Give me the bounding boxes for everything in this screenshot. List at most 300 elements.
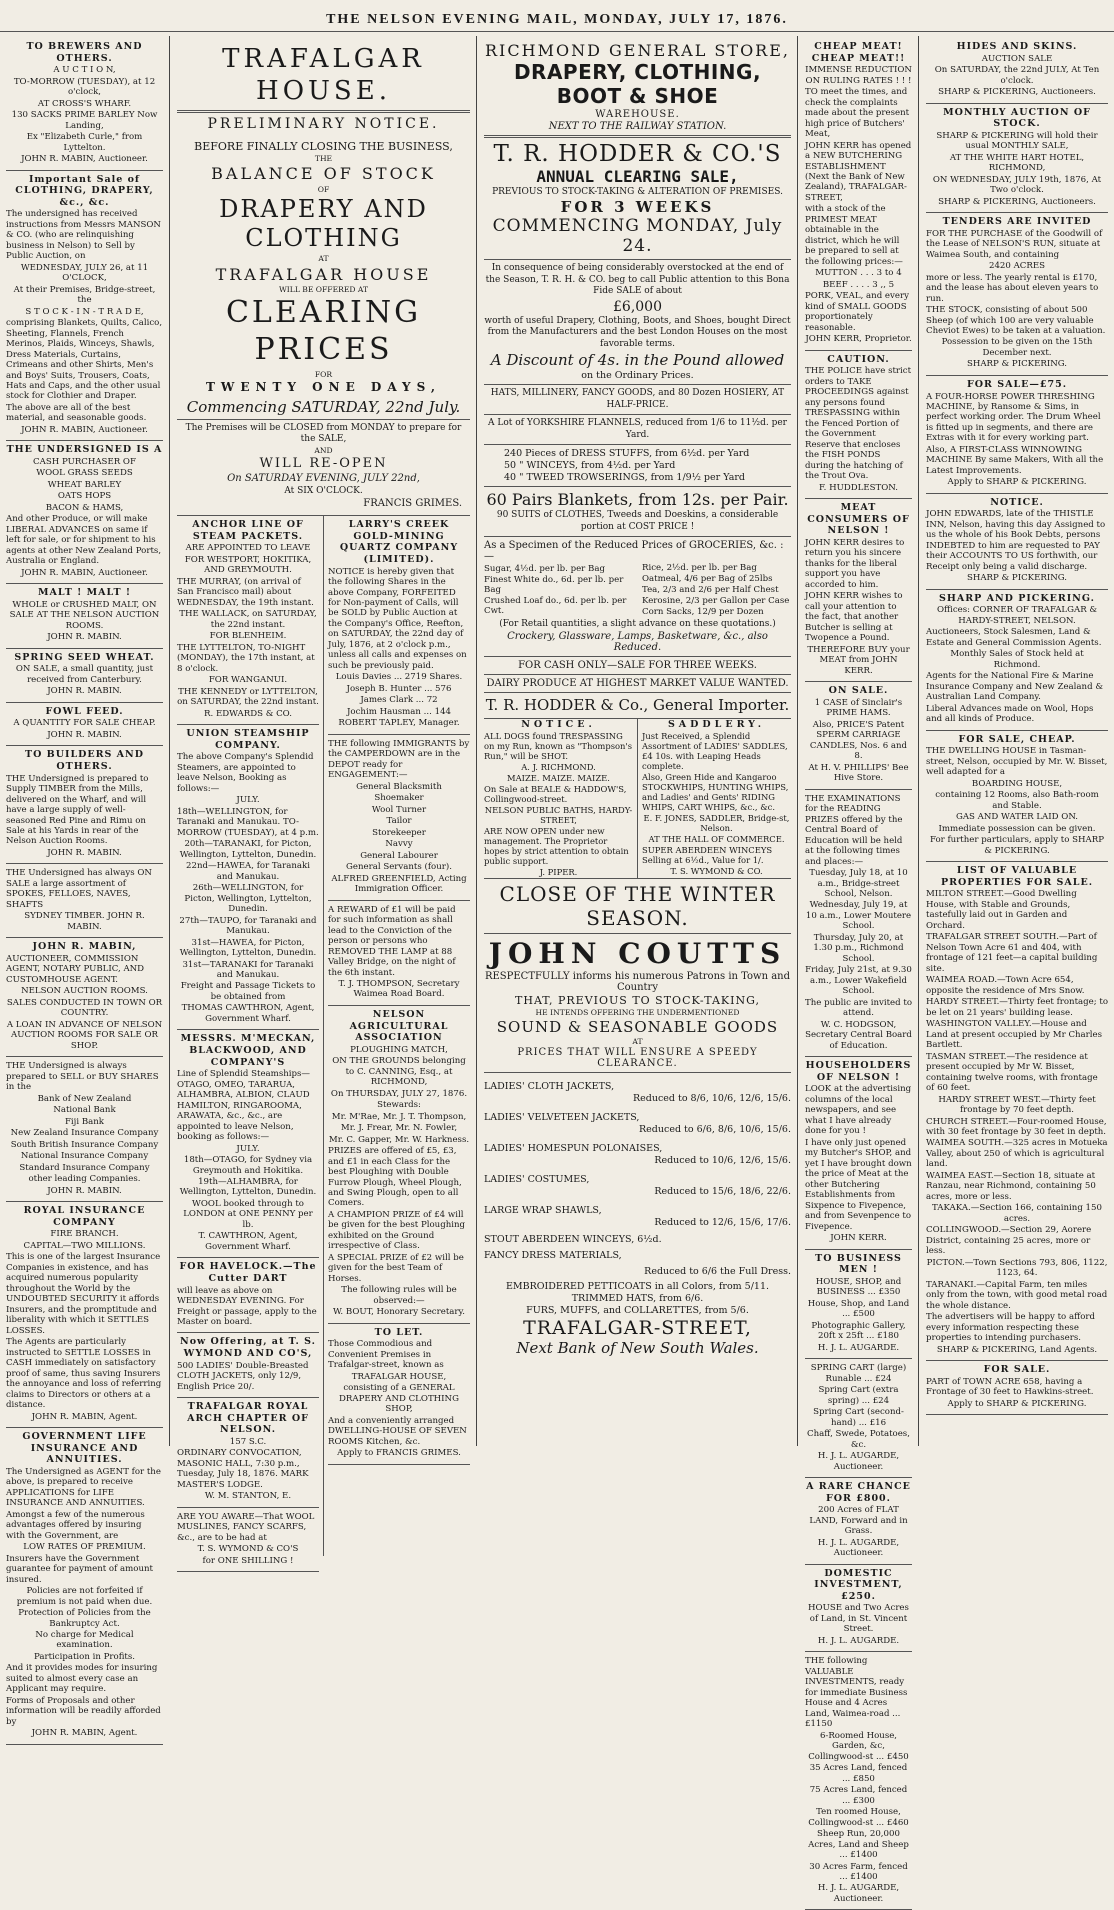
ad-line: IMMENSE REDUCTION ON RULING RATES ! ! ! <box>805 65 912 86</box>
ad-line: FOR THE PURCHASE of the Goodwill of the Lease of NELSON'S RUN, situate at Waimea South, and containing <box>926 228 1103 260</box>
ad-line: Auctioneers, Stock Salesmen, Land & Estate and General Commission Agents. <box>926 627 1102 648</box>
advertisement <box>926 376 1108 494</box>
trafalgar-house-line: TRAFALGAR HOUSE <box>215 264 432 284</box>
ad-line: F. HUDDLESTON. <box>819 482 898 493</box>
ad-line: Mr. C. Gapper, Mr. W. Harkness. <box>328 1134 470 1145</box>
for-label: FOR <box>314 369 333 379</box>
advertisement <box>6 1428 163 1745</box>
ad-line: The Agents are particularly instructed to SETTLE LOSSES in CASH immediately on satisfactory proof of same, thus saving Insurers the annoyance and loss of referring claims to Directors or others at a distance. <box>6 1337 162 1411</box>
ad-line: H. J. L. AUGARDE, Auctioneer. <box>817 1451 900 1472</box>
ad-line: Sheep Run, 20,000 Acres, Land and Sheep ... £1400 <box>808 1829 909 1861</box>
ad-line: THE KENNEDY or LYTTELTON, on SATURDAY, the 22nd instant. <box>177 686 319 708</box>
ad-line: MILTON STREET.—Good Dwelling House, with Stable and Grounds, tastefully laid out in Garden and Orchard. <box>926 889 1077 931</box>
ad-line: TRAFALGAR HOUSE, <box>351 1371 447 1382</box>
ad-heading: CHEAP MEAT! CHEAP MEAT!! <box>811 41 906 64</box>
ad-line: Protection of Policies from the Bankruptcy Act. <box>18 1608 151 1629</box>
ad-heading: TRAFALGAR ROYAL ARCH CHAPTER OF NELSON. <box>187 1401 309 1436</box>
ad-line: JOHN R. MABIN, Auctioneer. <box>21 424 148 435</box>
ad-heading: TO BUSINESS MEN ! <box>815 1252 902 1276</box>
ad-line: Apply to SHARP & PICKERING. <box>947 477 1087 488</box>
ad-line: CAPITAL—TWO MILLIONS. <box>23 1240 146 1251</box>
ad-line: T. CAWTHRON, Agent, Government Wharf. <box>198 1231 298 1252</box>
clearing-prices: CLEARING PRICES <box>225 295 422 368</box>
advertisement <box>328 1324 470 1465</box>
ad-line: And it provides modes for insuring suited to almost every case an Applicant may require. <box>6 1663 158 1695</box>
ad-line: THEREFORE BUY your MEAT from JOHN KERR. <box>807 644 910 676</box>
ad-line: National Bank <box>53 1105 116 1116</box>
ad-line: NELSON AUCTION ROOMS. <box>21 986 148 997</box>
balance-of-stock: BALANCE OF STOCK <box>211 164 436 184</box>
ad-line: Apply to SHARP & PICKERING. <box>947 1398 1087 1409</box>
ad-heading: FOR SALE—£75. <box>966 378 1067 390</box>
ad-line: H. J. L. AUGARDE, Auctioneer. <box>817 1537 900 1559</box>
ad-line: HARDY STREET WEST.—Thirty feet frontage by 70 feet depth. <box>938 1094 1096 1116</box>
ad-heading: LIST OF VALUABLE PROPERTIES FOR SALE. <box>940 865 1094 888</box>
ad-line: New Zealand Insurance Company <box>10 1128 159 1139</box>
ad-line: with a stock of the PRIMEST MEAT obtainable in the district, which he will be prepared to sell at the following prices:— <box>805 204 903 267</box>
ad-line: 26th—WELLINGTON, for Picton, Wellington, Lyttelton, Dunedin. <box>184 883 312 915</box>
sale-amount: £6,000 <box>613 298 662 315</box>
ad-line: HOUSE, SHOP, and BUSINESS ... £350 <box>815 1276 902 1298</box>
ad-line: Participation in Profits. <box>33 1651 136 1662</box>
ad-heading: A RARE CHANCE FOR £800. <box>806 1481 911 1504</box>
ad-line: SHARP & PICKERING, Auctioneers. <box>938 196 1096 207</box>
ad-heading: UNION STEAMSHIP COMPANY. <box>186 728 310 751</box>
ad-line: SHARP & PICKERING. <box>966 573 1068 584</box>
ad-line: WOOL booked through to LONDON at ONE PENNY per lb. <box>183 1198 313 1230</box>
coutts-items <box>484 1081 791 1228</box>
coutts-item-price: Reduced to 10/6, 12/6, 15/6. <box>654 1155 791 1167</box>
ad-line: ARE YOU AWARE—That WOOL MUSLINES, FANCY SCARFS, &c., are to be had at <box>177 1511 315 1543</box>
ad-heading: NELSON AGRICULTURAL ASSOCIATION <box>349 1008 449 1044</box>
advertisement <box>6 938 163 1057</box>
advertisement <box>177 1258 319 1333</box>
advertisement <box>177 725 319 1030</box>
notice-block <box>484 719 638 878</box>
ad-line: HOUSE and Two Acres of Land, in St. Vincent Street. <box>808 1603 909 1635</box>
at-line: AT <box>632 1037 643 1047</box>
ad-heading: TO BREWERS AND OTHERS. <box>26 41 143 64</box>
next-bank: Next Bank of New South Wales. <box>516 1339 759 1358</box>
ad-line: will leave as above on WEDNESDAY EVENING. For Freight or passage, apply to the Master on board. <box>177 1285 317 1327</box>
piece-line: 50 " WINCEYS, from 4½d. per Yard <box>504 460 676 472</box>
advertisement <box>926 494 1108 590</box>
ad-line: TRAFALGAR STREET SOUTH.—Part of Nelson Town Acre 61 and 404, with frontage of 121 feet—a capital building site. <box>926 932 1098 974</box>
ad-line: JOHN KERR desires to return you his sincere thanks for the liberal support you have accorded to him. <box>805 537 905 590</box>
advertisement <box>6 38 163 171</box>
column-2-left <box>177 516 324 1566</box>
ad-line: WASHINGTON VALLEY.—House and Land at present occupied by Mr Charles Bartlett. <box>926 1019 1103 1051</box>
advertisement <box>6 703 163 747</box>
ad-line: Also, Green Hide and Kangaroo STOCKWHIPS, HUNTING WHIPS, and Ladies' and Gents' RIDING WHIPS, CART WHIPS, &c., &c. <box>642 772 789 813</box>
advertisement <box>6 649 163 703</box>
advertisement <box>805 1565 912 1653</box>
ad-line: CASH PURCHASER OF <box>33 457 136 467</box>
intends-line: HE INTENDS OFFERING THE UNDERMENTIONED <box>535 1008 740 1018</box>
twenty-one-days: TWENTY ONE DAYS, <box>205 379 442 394</box>
column-2-right <box>324 516 470 1556</box>
ad-line: PLOUGHING MATCH, <box>350 1044 448 1055</box>
ad-heading: Now Offering, at T. S. WYMOND AND CO'S, <box>180 1336 316 1360</box>
ad-line: NELSON PUBLIC BATHS, HARDY-STREET, <box>484 805 633 826</box>
ad-line: JULY. <box>236 795 260 806</box>
ad-line: A U C T I O N, <box>53 65 116 76</box>
column-5 <box>920 36 1114 1446</box>
ad-line: JOHN KERR has opened a NEW BUTCHERING ESTABLISHMENT (Next the Bank of New Zealand), TRAFALGAR-STREET, <box>805 140 912 203</box>
ad-line: JOHN KERR. <box>830 1233 887 1244</box>
ad-line: FOR BLENHEIM. <box>209 631 287 642</box>
ad-line: Tailor <box>386 816 412 827</box>
ad-line: 6-Roomed House, Garden, &c, Collingwood-st ... £450 <box>808 1730 909 1762</box>
ad-line: HARDY STREET.—Thirty feet frontage; to be let on 21 years' building lease. <box>926 997 1109 1018</box>
ad-line: Navvy <box>385 839 413 850</box>
ad-line: THE STOCK, consisting of about 500 Sheep (of which 100 are very valuable Cheviot Ewes) to be taken at a valuation. <box>926 305 1106 336</box>
respectfully-line: RESPECTFULLY informs his numerous Patrons in Town and Country <box>484 971 791 994</box>
ad-heading: CAUTION. <box>827 353 890 365</box>
ad-line: And other Produce, or will make LIBERAL ADVANCES on same if left for sale, or for shipment to his agents at other New Zealand Ports, Australia or England. <box>6 514 162 567</box>
ad-line: A QUANTITY FOR SALE CHEAP. <box>13 718 156 729</box>
that-previous: THAT, PREVIOUS TO STOCK-TAKING, <box>515 994 760 1008</box>
ad-line: 35 Acres Land, fenced ... £850 <box>809 1763 908 1784</box>
ad-heading: SHARP AND PICKERING. <box>939 592 1095 604</box>
ad-line: ALL DOGS found TRESPASSING on my Run, known as "Thompson's Run," will be SHOT. <box>484 731 633 762</box>
ad-line: Storekeeper <box>372 827 426 838</box>
ad-line: ON WEDNESDAY, JULY 19th, 1876, At Two o'clock. <box>932 174 1102 196</box>
ad-line: Forms of Proposals and other information will be readily afforded by <box>6 1695 161 1727</box>
stout-line: STOUT ABERDEEN WINCEYS, 6½d. <box>484 1234 662 1246</box>
ad-line: S T O C K - I N - T R A D E, <box>25 306 144 317</box>
masthead: THE NELSON EVENING MAIL, MONDAY, JULY 17, 1876. <box>0 0 1114 32</box>
advertisement <box>328 1006 470 1324</box>
ad-line: A CHAMPION PRIZE of £4 will be given for the best Ploughing exhibited on the Ground irrespective of Class. <box>328 1209 466 1252</box>
advertisement <box>805 1478 912 1565</box>
dairy-line: DAIRY PRODUCE AT HIGHEST MARKET VALUE WANTED. <box>486 678 789 690</box>
ad-line: JOHN KERR wishes to call your attention to the fact, that another Butcher is selling at Twopence a Pound. <box>805 591 903 644</box>
ad-line: Freight and Passage Tickets to be obtained from <box>180 981 316 1002</box>
ad-line: Friday, July 21st, at 9.30 a.m., Lower Wakefield School. <box>805 965 912 997</box>
ad-line: THE LYTTELTON, TO-NIGHT (MONDAY), the 17th instant, at 8 o'clock. <box>177 642 315 674</box>
ad-line: House, Shop, and Land ... £500 <box>807 1298 910 1320</box>
ad-line: The above are all of the best material, and seasonable goods. <box>6 402 147 424</box>
ad-line: WAIMEA ROAD.—Town Acre 654, opposite the residence of Mrs Snow. <box>926 975 1085 996</box>
ad-heading: FOR HAVELOCK.—The Cutter DART <box>179 1261 317 1284</box>
ad-line: JOHN EDWARDS, late of the THISTLE INN, Nelson, having this day Assigned to us the whole of his Book Debts, persons INDEBTED to him are requested to PAY their ACCOUNTS TO US forthwith, our Receipt only being a valid discharge. <box>926 509 1106 572</box>
ad-line: ORDINARY CONVOCATION, MASONIC HALL, 7:30 p.m., Tuesday, July 18, 1876. MARK MASTER'S LODGE. <box>177 1448 309 1490</box>
ad-heading: MALT ! MALT ! <box>38 587 131 599</box>
ad-line: No charge for Medical examination. <box>35 1629 134 1651</box>
drapery-boot-shoe: DRAPERY, CLOTHING, BOOT & SHOE <box>513 60 762 108</box>
advertisement <box>805 38 912 351</box>
advertisement <box>6 864 163 938</box>
ad-line: Shoemaker <box>374 793 424 804</box>
ad-line: National Insurance Company <box>20 1151 149 1162</box>
ad-line: Possession to be given on the 15th December next. <box>941 337 1093 358</box>
ad-line: 31st—HAWEA, for Picton, Wellington, Lyttelton, Dunedin. <box>179 937 317 959</box>
grocery-line: Crushed Loaf do., 6d. per lb. per Cwt. <box>484 596 627 617</box>
ad-line: For further particulars, apply to SHARP & PICKERING. <box>929 835 1105 856</box>
preliminary-notice: PRELIMINARY NOTICE. <box>207 116 440 133</box>
ad-line: Liberal Advances made on Wool, Hops and all kinds of Produce. <box>926 703 1094 725</box>
ad-line: SYDNEY TIMBER. JOHN R. MABIN. <box>24 911 145 932</box>
ad-line: other leading Companies. <box>28 1174 141 1185</box>
ad-line: for ONE SHILLING ! <box>202 1555 294 1566</box>
ad-line: H. J. L. AUGARDE, Auctioneer. <box>817 1883 900 1904</box>
ad-line: ON SALE, a small quantity, just received from Canterbury. <box>15 664 154 685</box>
ad-line: GAS AND WATER LAID ON. <box>955 812 1079 823</box>
ad-line: JOHN R. MABIN, Agent. <box>31 1728 138 1739</box>
ad-line: Fiji Bank <box>64 1116 105 1127</box>
ad-heading: MESSRS. M'MECKAN, BLACKWOOD, AND COMPANY'S <box>180 1033 316 1068</box>
advertisement <box>926 590 1108 731</box>
ad-line: ALFRED GREENFIELD, Acting Immigration Officer. <box>331 873 467 895</box>
offered-at: WILL BE OFFERED AT <box>278 285 369 295</box>
advertisement <box>6 1202 163 1428</box>
ad-line: 31st—TARANAKI for Taranaki and Manukau. <box>182 959 314 980</box>
ad-line: TASMAN STREET.—The residence at present occupied by Mr W. Bisset, containing twelve rooms, with frontage of 60 feet. <box>926 1051 1098 1094</box>
ad-line: Line of Splendid Steamships—OTAGO, OMEO, TARARUA, ALHAMBRA, ALBION, CLAUD HAMILTON, RINGAROOMA, ARAWATA, &c., &c., are appointed to leave Nelson, booking as follows:— <box>177 1069 311 1143</box>
warehouse: WAREHOUSE. <box>595 109 680 120</box>
ad-line: BACON & HAMS, <box>45 502 124 513</box>
retail-note: (For Retail quantities, a slight advance on these quotations.) <box>499 618 776 629</box>
column-2 <box>171 36 477 1566</box>
ad-line: WOOL GRASS SEEDS <box>36 468 133 479</box>
ad-line: Also, PRICE'S Patent SPERM CARRIAGE CANDLES, Nos. 6 and 8. <box>809 719 908 762</box>
ad-line: A REWARD of £1 will be paid for such information as shall lead to the Conviction of the person or persons who REMOVED THE LAMP at 88 Valley Bridge, on the night of the 6th instant. <box>328 904 456 978</box>
advertisement <box>328 901 470 1006</box>
ad-line: THE Undersigned is always prepared to SELL or BUY SHARES in the <box>6 1061 159 1093</box>
ad-heading: HOUSEHOLDERS OF NELSON ! <box>805 1060 912 1083</box>
ad-line: PORK, VEAL, and every kind of SMALL GOODS proportionately reasonable. <box>805 291 909 333</box>
ad-line: I have only just opened my Butcher's SHOP, and yet I have brought down the price of Meat at the other Butchering Establishments from Sixpence to Fivepence, and from Sevenpence to Fivepence. <box>805 1137 912 1232</box>
grocery-line: Rice, 2½d. per lb. per Bag <box>642 563 757 574</box>
advertisement <box>177 1333 319 1398</box>
ad-line: T. S. WYMOND & CO. <box>670 866 763 877</box>
suits-line: 90 SUITS of CLOTHES, Tweeds and Doeskins, a considerable portion at COST PRICE ! <box>496 510 779 532</box>
ad-heading: Important Sale of CLOTHING, DRAPERY, &c., &c. <box>15 173 154 208</box>
hats-line: HATS, MILLINERY, FANCY GOODS, and 80 Dozen HOSIERY, AT HALF-PRICE. <box>490 388 785 410</box>
ad-line: SHARP & PICKERING will hold their usual MONTHLY SALE, <box>936 130 1098 152</box>
ad-line: Those Commodious and Convenient Premises in Trafalgar-street, known as <box>328 1339 444 1371</box>
coutts-item-price: Reduced to 15/6, 18/6, 22/6. <box>654 1186 791 1198</box>
ad-line: Mr. J. Frear, Mr. N. Fowler, <box>340 1123 458 1134</box>
ad-line: JOHN R. MABIN. <box>47 729 122 740</box>
ad-line: Ex "Elizabeth Curle," from Lyttelton. <box>26 132 143 153</box>
ad-heading: NOTICE. <box>990 496 1044 508</box>
ad-line: WHOLE or CRUSHED MALT, ON SALE AT THE NELSON AUCTION ROOMS. <box>9 599 160 631</box>
ad-line: JOHN R. MABIN, Auctioneer. <box>21 154 148 165</box>
advertisement <box>6 1057 163 1202</box>
ad-line: JOHN R. MABIN. <box>47 632 122 643</box>
ad-line: THE following IMMIGRANTS by the CAMPERDOWN are in the DEPOT ready for ENGAGEMENT:— <box>328 738 470 781</box>
ad-line: Amongst a few of the numerous advantages offered by insuring with the Government, are <box>6 1509 145 1541</box>
ad-line: MUTTON . . . 3 to 4 <box>815 268 902 279</box>
drapery-clothing: DRAPERY AND CLOTHING <box>219 194 428 253</box>
discount-line: A Discount of 4s. in the Pound allowed <box>490 351 785 370</box>
ad-heading: HIDES AND SKINS. <box>956 41 1078 52</box>
ad-line: AT THE WHITE HART HOTEL, RICHMOND, <box>949 152 1085 174</box>
grocery-line: Kerosine, 2/3 per Gallon per Case <box>642 596 790 607</box>
ad-line: Offices: CORNER OF TRAFALGAR & HARDY-STREET, NELSON. <box>936 605 1098 626</box>
ad-line: The undersigned has received instructions from Messrs MANSON & CO. (who are relinquishing business in Nelson) to Sell by Public Auction, on <box>6 209 161 262</box>
advertisement <box>926 38 1108 104</box>
the-label: THE <box>314 153 333 163</box>
ad-line: On THURSDAY, JULY 27, 1876. <box>330 1088 468 1099</box>
advertisement <box>6 171 163 442</box>
fancy-line: FANCY DRESS MATERIALS, <box>484 1250 622 1262</box>
ad-line: 19th—ALHAMBRA, for Wellington, Lyttelton, Dunedin. <box>179 1176 317 1198</box>
john-coutts-title: JOHN COUTTS <box>488 937 787 971</box>
trafalgar-title: TRAFALGAR HOUSE. <box>222 44 425 106</box>
ad-line: JOHN R. MABIN. <box>47 1185 122 1196</box>
ad-line: 18th—OTAGO, for Sydney via Greymouth and Hokitika. <box>183 1155 313 1176</box>
embroidered-line: EMBROIDERED PETTICOATS in all Colors, from 5/11. <box>505 1281 770 1293</box>
commencing-saturday: Commencing SATURDAY, 22nd July. <box>186 397 461 416</box>
advertisement <box>177 1398 319 1508</box>
flannels-line: A Lot of YORKSHIRE FLANNELS, reduced from 1/6 to 11½d. per Yard. <box>488 418 787 440</box>
francis-grimes-sign: FRANCIS GRIMES. <box>363 498 462 510</box>
ad-line: more or less. The yearly rental is £170, and the lease has about eleven years to run. <box>926 272 1099 304</box>
ad-line: 75 Acres Land, fenced ... £300 <box>809 1785 908 1806</box>
previous-stock-taking: PREVIOUS TO STOCK-TAKING & ALTERATION OF PREMISES. <box>492 187 783 197</box>
ad-line: W. C. HODGSON, Secretary Central Board of Education. <box>805 1019 912 1051</box>
ad-line: PART of TOWN ACRE 658, having a Frontage of 30 feet to Hawkins-street. <box>926 1376 1094 1398</box>
ad-line: 200 Acres of FLAT LAND, Forward and in Grass. <box>809 1505 908 1537</box>
ad-line: Apply to FRANCIS GRIMES. <box>337 1448 461 1459</box>
coutts-item-name: LARGE WRAP SHAWLS, <box>484 1205 602 1217</box>
richmond-store-ad <box>484 38 791 719</box>
ad-line: Just Received, a Splendid Assortment of LADIES' SADDLES, £4 10s. with Leaping Heads complete. <box>642 731 788 772</box>
ad-heading: ON SALE. <box>828 685 889 697</box>
ad-line: Immediate possession can be given. <box>938 823 1096 834</box>
coutts-item-price: Reduced to 6/6, 8/6, 10/6, 15/6. <box>639 1124 791 1136</box>
advertisement <box>805 1359 912 1478</box>
advertisement <box>805 1652 912 1910</box>
ad-line: THE DWELLING HOUSE in Tasman-street, Nelson, occupied by Mr. W. Bisset, well adapted for a <box>926 746 1108 778</box>
ad-line: 157 S.C. <box>229 1436 267 1447</box>
ad-line: THE following VALUABLE INVESTMENTS, ready for immediate Business House and 4 Acres Land, Waimea-road ... £1150 <box>805 1656 908 1730</box>
overstocked-para: In consequence of being considerably overstocked at the end of the Season, T. R. H. & CO. beg to call Public attention to this Bona Fide SALE of about <box>485 263 790 297</box>
ad-line: OATS HOPS <box>57 491 112 502</box>
ad-line: Joseph B. Hunter ... 576 <box>346 683 452 694</box>
ad-line: A FOUR-HORSE POWER THRESHING MACHINE, by Ransome & Sims, in perfect working order. The Drum Wheel is fitted up in segments, and there are Extras with it for every working part. <box>926 391 1101 444</box>
ad-line: Spring Cart (extra spring) ... £24 <box>818 1385 899 1406</box>
trimmed-line: TRIMMED HATS, from 6/6. <box>571 1293 704 1305</box>
saddlery-block <box>638 719 791 878</box>
ad-line: THE POLICE have strict orders to TAKE PROCEEDINGS against any persons found TRESPASSING within the Fenced Portion of the Government Reserve that encloses the FISH PONDS during the hatching of the Trout Ova. <box>805 366 912 482</box>
ad-line: SALES CONDUCTED IN TOWN OR COUNTRY. <box>6 997 163 1019</box>
advertisement <box>926 1361 1108 1415</box>
ad-heading: FOR SALE. <box>983 1364 1051 1376</box>
ad-line: At their Premises, Bridge-street, the <box>13 284 156 306</box>
crockery-line: Crockery, Glassware, Lamps, Basketware, &c., also Reduced. <box>507 631 768 654</box>
ad-heading: ROYAL INSURANCE COMPANY <box>23 1205 146 1228</box>
ad-line: containing 12 Rooms, also Bath-room and Stable. <box>935 790 1099 811</box>
pieces-list <box>484 448 791 483</box>
ad-line: JOHN KERR, Proprietor. <box>805 334 912 345</box>
ad-line: The Undersigned as AGENT for the above, is prepared to receive APPLICATIONS for LIFE INSURANCE AND ANNUITIES. <box>6 1466 161 1509</box>
trafalgar-house-ad <box>177 38 470 516</box>
annual-clearing-sale: ANNUAL CLEARING SALE, <box>536 167 739 186</box>
close-winter: CLOSE OF THE WINTER SEASON. <box>499 882 776 931</box>
ad-line: General Blacksmith <box>356 781 442 792</box>
at-label: AT <box>318 254 329 264</box>
ordinary-prices: on the Ordinary Prices. <box>581 370 694 382</box>
ad-line: JOHN R. MABIN. <box>47 686 122 697</box>
ad-line: PRIZES are offered of £5, £3, and £1 in each Class for the best Ploughing with Double Furrow Plough, Wheel Plough, and Swing Plough, open to all Comers. <box>328 1146 462 1209</box>
ad-line: General Servants (four). <box>346 862 452 873</box>
ad-line: T. S. WYMOND & CO'S <box>197 1544 299 1555</box>
ad-line: BOARDING HOUSE, <box>971 778 1063 789</box>
ad-line: ARE NOW OPEN under new management. The Proprietor hopes by strict attention to obtain public support. <box>484 826 629 867</box>
ad-line: CHURCH STREET.—Four-roomed House, with 30 feet frontage by 30 feet in depth. <box>926 1116 1107 1137</box>
ad-line: A. J. RICHMOND. <box>521 762 596 773</box>
advertisement <box>805 790 912 1058</box>
ad-line: NOTICE is hereby given that the following Shares in the above Company, FORFEITED for Non-payment of Calls, will be SOLD by Public Auction at the Company's Office, Reefton, on SATURDAY, the 22nd day of July, 1876, at 2 o'clock p.m., unless all calls and expenses on such be previously paid. <box>328 566 467 671</box>
will-reopen: WILL RE-OPEN <box>259 456 388 472</box>
ad-heading: MONTHLY AUCTION OF STOCK. <box>943 106 1091 130</box>
ad-line: 22nd—HAWEA, for Taranaki and Manukau. <box>186 861 310 882</box>
ad-line: consisting of a GENERAL DRAPERY AND CLOTHING SHOP, <box>339 1383 459 1415</box>
ad-line: A LOAN IN ADVANCE OF NELSON AUCTION ROOMS FOR SALE OR SHOP. <box>6 1019 163 1051</box>
grocery-line: Sugar, 4½d. per lb. per Bag <box>484 564 605 575</box>
ad-line: AUCTION SALE <box>981 53 1053 64</box>
ad-line: WEDNESDAY, JULY 26, at 11 O'CLOCK, <box>20 262 149 284</box>
advertisement <box>805 1057 912 1249</box>
ad-line: AUCTIONEER, COMMISSION AGENT, NOTARY PUBLIC, AND CUSTOMHOUSE AGENT. <box>6 953 145 985</box>
advertisement <box>6 584 163 649</box>
next-railway: NEXT TO THE RAILWAY STATION. <box>548 121 727 132</box>
advertisement <box>328 735 470 901</box>
ad-line: On SATURDAY, the 22nd JULY, At Ten o'clock. <box>934 65 1100 86</box>
ad-line: At H. V. PHILLIPS' Bee Hive Store. <box>808 762 909 784</box>
ad-line: WAIMEA EAST.—Section 18, situate at Ranzau, near Richmond, containing 50 acres, more or less. <box>926 1170 1096 1202</box>
coutts-item-name: LADIES' HOMESPUN POLONAISES, <box>484 1143 663 1155</box>
ad-heading: FOWL FEED. <box>45 705 124 717</box>
ad-line: Jochim Hausman ... 144 <box>346 706 452 717</box>
and-label: AND <box>314 445 333 455</box>
ad-line: Ten roomed House, Collingwood-st ... £460 <box>808 1807 909 1828</box>
ad-heading: TENDERS ARE INVITED <box>942 216 1092 228</box>
sound-goods: SOUND & SEASONABLE GOODS <box>496 1018 779 1037</box>
ad-line: The above Company's Splendid Steamers, are appointed to leave Nelson, Booking as follows:— <box>177 752 314 794</box>
general-importer: T. R. HODDER & Co., General Importer. <box>485 696 790 715</box>
ad-heading: SPRING SEED WHEAT. <box>14 651 155 663</box>
advertisement <box>805 682 912 789</box>
blankets-line: 60 Pairs Blankets, from 12s. per Pair. <box>486 490 789 510</box>
ad-line: And a conveniently arranged DWELLING-HOUSE OF SEVEN ROOMS Kitchen, &c. <box>328 1415 467 1447</box>
ad-line: WAIMEA SOUTH.—325 acres in Motueka Valley, about 250 of which is agricultural land. <box>926 1138 1108 1170</box>
ad-line: On Sale at BEALE & HADDOW'S, Collingwood-street. <box>484 784 627 805</box>
ad-line: FIRE BRANCH. <box>50 1229 119 1240</box>
ad-line: SHARP & PICKERING, Land Agents. <box>936 1344 1098 1355</box>
ad-line: comprising Blankets, Quilts, Calico, Sheeting, Flannels, French Merinos, Plaids, Winceys, Shawls, Dress Materials, Curtains, Crimeans and other Shirts, Men's and Boys' Suits, Trousers, Coats, Hats and Caps, and the other usual stock for Clothier and Draper. <box>6 318 163 402</box>
ad-line: THE Undersigned is prepared to Supply TIMBER from the Mills, delivered on the Wharf, and will have a large supply of well-seasoned Red Pine and Rimu on Sale at his Yards in rear of the Nelson Auction Rooms. <box>6 773 149 847</box>
coutts-item-name: LADIES' VELVETEEN JACKETS, <box>484 1112 640 1124</box>
coutts-item-price: Reduced to 12/6, 15/6, 17/6. <box>654 1217 791 1229</box>
ad-line: Also, A FIRST-CLASS WINNOWING MACHINE By same Makers, With all the Latest Improvements. <box>926 444 1104 476</box>
ad-line: SPRING CART (large) Runable ... £24 <box>810 1363 907 1384</box>
ad-line: The public are invited to attend. <box>805 997 912 1019</box>
prices-line: PRICES THAT WILL ENSURE A SPEEDY CLEARANCE. <box>517 1047 758 1070</box>
of-label: OF <box>317 184 330 194</box>
ad-line: Monthly Sales of Stock held at Richmond. <box>950 649 1084 670</box>
ad-line: Policies are not forfeited if premium is not paid when due. <box>16 1586 153 1607</box>
column-3 <box>478 36 798 1446</box>
ad-line: Standard Insurance Company <box>19 1162 150 1173</box>
ad-line: JOHN R. MABIN, Auctioneer. <box>21 567 148 578</box>
ad-line: 500 LADIES' Double-Breasted CLOTH JACKETS, only 12/9, English Price 20/. <box>177 1360 309 1392</box>
cash-only: FOR CASH ONLY—SALE FOR THREE WEEKS. <box>518 660 757 672</box>
